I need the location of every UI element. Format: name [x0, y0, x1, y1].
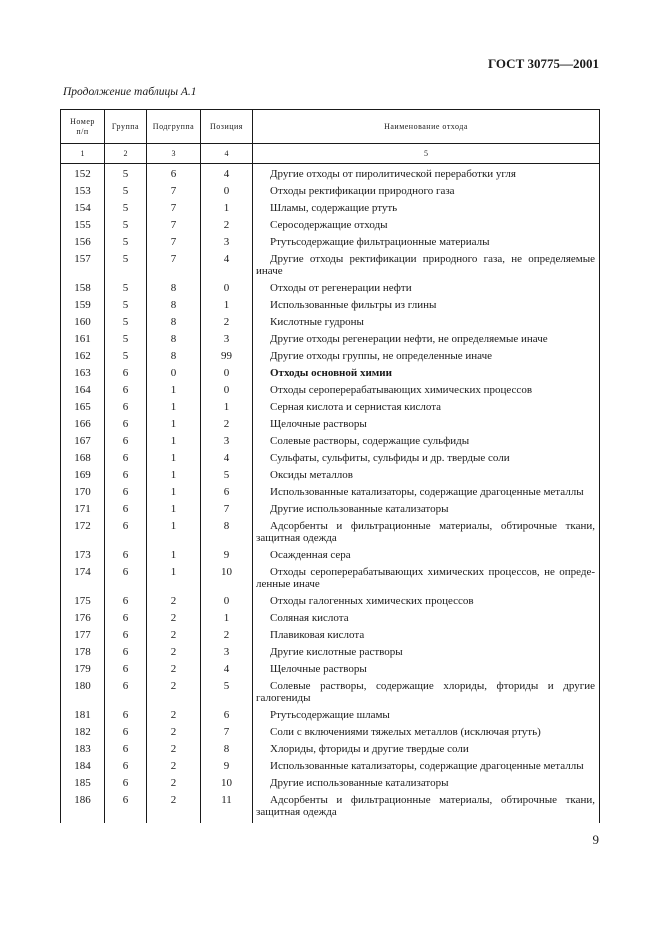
row-name: Ртутьсодержащие шламы: [253, 707, 600, 724]
row-group: 6: [105, 644, 147, 661]
table-row: [61, 627, 600, 644]
table-row: [61, 707, 600, 724]
row-position: 7: [201, 501, 253, 518]
row-name: Другие использованные катализаторы: [253, 501, 600, 518]
row-group: 6: [105, 564, 147, 593]
row-group: 6: [105, 399, 147, 416]
row-name: Использованные катализаторы, содержащие драгоценные металлы: [253, 758, 600, 775]
row-group: 5: [105, 331, 147, 348]
row-position: 1: [201, 200, 253, 217]
row-number: 179: [61, 661, 105, 678]
row-position: 8: [201, 741, 253, 758]
row-group: 6: [105, 775, 147, 792]
row-group: 5: [105, 200, 147, 217]
row-subgroup: 0: [147, 365, 201, 382]
row-position: 3: [201, 331, 253, 348]
row-name: Другие кислотные растворы: [253, 644, 600, 661]
row-number: 168: [61, 450, 105, 467]
row-position: 6: [201, 707, 253, 724]
table-row: [61, 399, 600, 416]
row-subgroup: 2: [147, 593, 201, 610]
row-number: 167: [61, 433, 105, 450]
row-number: 159: [61, 297, 105, 314]
row-number: 178: [61, 644, 105, 661]
row-group: 6: [105, 758, 147, 775]
row-subgroup: 1: [147, 416, 201, 433]
table-row: [61, 297, 600, 314]
row-group: 6: [105, 484, 147, 501]
row-number: 154: [61, 200, 105, 217]
row-position: 9: [201, 758, 253, 775]
table-header: [61, 110, 600, 164]
table-row: [61, 501, 600, 518]
row-subgroup: 2: [147, 724, 201, 741]
row-position: 6: [201, 484, 253, 501]
row-group: 5: [105, 314, 147, 331]
row-name: Отходы сероперерабатывающих химических процессов: [253, 382, 600, 399]
header-subgroup: Подгруппа: [147, 110, 201, 144]
page-number: 9: [592, 832, 599, 847]
row-group: 6: [105, 792, 147, 823]
table-row: [61, 164, 600, 184]
row-group: 6: [105, 501, 147, 518]
row-name: Другие отходы группы, не определенные иначе: [253, 348, 600, 365]
row-subgroup: 1: [147, 399, 201, 416]
table-body: [61, 164, 600, 824]
row-position: 2: [201, 314, 253, 331]
row-number: 162: [61, 348, 105, 365]
document-code: ГОСТ 30775—2001: [487, 56, 599, 71]
row-name: Плавиковая кислота: [253, 627, 600, 644]
table-row: [61, 467, 600, 484]
row-number: 181: [61, 707, 105, 724]
row-subgroup: 2: [147, 610, 201, 627]
row-number: 184: [61, 758, 105, 775]
row-number: 160: [61, 314, 105, 331]
row-name: Сульфаты, сульфиты, сульфиды и др. твердые соли: [253, 450, 600, 467]
column-number: 1: [61, 144, 105, 164]
table-row: [61, 741, 600, 758]
row-number: 166: [61, 416, 105, 433]
row-number: 156: [61, 234, 105, 251]
table-row: [61, 661, 600, 678]
row-name: Отходы сероперерабатывающих химических процессов, не опреде-ленные иначе: [253, 564, 600, 593]
row-position: 4: [201, 661, 253, 678]
row-subgroup: 1: [147, 467, 201, 484]
row-position: 0: [201, 280, 253, 297]
table-row: [61, 450, 600, 467]
row-name: Шламы, содержащие ртуть: [253, 200, 600, 217]
table-row: [61, 416, 600, 433]
row-name: Другие использованные катализаторы: [253, 775, 600, 792]
table-row: [61, 484, 600, 501]
row-position: 3: [201, 644, 253, 661]
row-number: 171: [61, 501, 105, 518]
row-name: Хлориды, фториды и другие твердые соли: [253, 741, 600, 758]
row-number: 182: [61, 724, 105, 741]
row-position: 5: [201, 467, 253, 484]
row-subgroup: 2: [147, 758, 201, 775]
row-number: 161: [61, 331, 105, 348]
row-position: 4: [201, 164, 253, 184]
column-number: 4: [201, 144, 253, 164]
row-name: Соляная кислота: [253, 610, 600, 627]
row-name: Щелочные растворы: [253, 416, 600, 433]
row-subgroup: 7: [147, 200, 201, 217]
header-row: [61, 110, 600, 144]
row-subgroup: 2: [147, 661, 201, 678]
table-row: [61, 251, 600, 280]
row-subgroup: 2: [147, 775, 201, 792]
row-number: 176: [61, 610, 105, 627]
row-group: 5: [105, 217, 147, 234]
column-number-row: [61, 144, 600, 164]
row-name: Солевые растворы, содержащие сульфиды: [253, 433, 600, 450]
row-subgroup: 7: [147, 217, 201, 234]
row-name: Серосодержащие отходы: [253, 217, 600, 234]
row-position: 2: [201, 416, 253, 433]
row-position: 5: [201, 678, 253, 707]
table-row: [61, 678, 600, 707]
row-group: 6: [105, 741, 147, 758]
row-position: 7: [201, 724, 253, 741]
row-subgroup: 8: [147, 348, 201, 365]
column-number: 5: [253, 144, 600, 164]
table-row: [61, 183, 600, 200]
row-name: Осажденная сера: [253, 547, 600, 564]
row-group: 6: [105, 707, 147, 724]
row-number: 180: [61, 678, 105, 707]
row-group: 6: [105, 678, 147, 707]
row-name: Кислотные гудроны: [253, 314, 600, 331]
row-position: 0: [201, 382, 253, 399]
row-number: 175: [61, 593, 105, 610]
table-row: [61, 433, 600, 450]
row-subgroup: 1: [147, 382, 201, 399]
table-row: [61, 280, 600, 297]
row-group: 5: [105, 251, 147, 280]
row-position: 1: [201, 399, 253, 416]
row-position: 3: [201, 433, 253, 450]
row-subgroup: 1: [147, 484, 201, 501]
column-number: 2: [105, 144, 147, 164]
row-group: 5: [105, 234, 147, 251]
row-number: 165: [61, 399, 105, 416]
row-position: 1: [201, 297, 253, 314]
row-subgroup: 6: [147, 164, 201, 184]
row-group: 6: [105, 518, 147, 547]
row-subgroup: 8: [147, 280, 201, 297]
row-position: 8: [201, 518, 253, 547]
row-subgroup: 1: [147, 450, 201, 467]
table-row: [61, 365, 600, 382]
row-group: 6: [105, 467, 147, 484]
row-number: 183: [61, 741, 105, 758]
row-name: Отходы ректификации природного газа: [253, 183, 600, 200]
table-row: [61, 200, 600, 217]
row-number: 174: [61, 564, 105, 593]
row-name: Щелочные растворы: [253, 661, 600, 678]
row-position: 0: [201, 593, 253, 610]
row-number: 170: [61, 484, 105, 501]
row-name: Ртутьсодержащие фильтрационные материалы: [253, 234, 600, 251]
table-row: [61, 331, 600, 348]
row-position: 2: [201, 217, 253, 234]
row-group: 5: [105, 280, 147, 297]
row-name: Соли с включениями тяжелых металлов (исключая ртуть): [253, 724, 600, 741]
row-name: Серная кислота и сернистая кислота: [253, 399, 600, 416]
row-name: Использованные катализаторы, содержащие драгоценные металлы: [253, 484, 600, 501]
row-name: Адсорбенты и фильтрационные материалы, обтирочные ткани, защитная одежда: [253, 792, 600, 823]
row-position: 3: [201, 234, 253, 251]
row-subgroup: 8: [147, 297, 201, 314]
row-group: 6: [105, 724, 147, 741]
row-number: 163: [61, 365, 105, 382]
row-name: Отходы основной химии: [253, 365, 600, 382]
table-row: [61, 775, 600, 792]
row-group: 6: [105, 610, 147, 627]
row-number: 164: [61, 382, 105, 399]
row-position: 4: [201, 251, 253, 280]
row-name: Другие отходы от пиролитической переработки угля: [253, 164, 600, 184]
row-name: Другие отходы ректификации природного газа, не определяемые иначе: [253, 251, 600, 280]
row-number: 169: [61, 467, 105, 484]
table-row: [61, 314, 600, 331]
table-row: [61, 382, 600, 399]
table-row: [61, 792, 600, 823]
row-subgroup: 1: [147, 564, 201, 593]
table-row: [61, 644, 600, 661]
row-subgroup: 1: [147, 518, 201, 547]
row-group: 6: [105, 365, 147, 382]
row-subgroup: 7: [147, 183, 201, 200]
table-row: [61, 217, 600, 234]
row-number: 155: [61, 217, 105, 234]
header-group: Группа: [105, 110, 147, 144]
row-position: 9: [201, 547, 253, 564]
header-position: Позиция: [201, 110, 253, 144]
column-number: 3: [147, 144, 201, 164]
row-group: 6: [105, 593, 147, 610]
row-subgroup: 1: [147, 547, 201, 564]
row-name: Отходы галогенных химических процессов: [253, 593, 600, 610]
header-number: Номер п/п: [61, 110, 105, 144]
row-subgroup: 2: [147, 644, 201, 661]
row-name: Другие отходы регенерации нефти, не определяемые иначе: [253, 331, 600, 348]
row-group: 6: [105, 547, 147, 564]
header-name: Наименование отхода: [253, 110, 600, 144]
row-number: 158: [61, 280, 105, 297]
row-group: 5: [105, 348, 147, 365]
table-row: [61, 593, 600, 610]
row-name: Использованные фильтры из глины: [253, 297, 600, 314]
row-group: 6: [105, 416, 147, 433]
row-subgroup: 2: [147, 627, 201, 644]
row-subgroup: 7: [147, 234, 201, 251]
row-subgroup: 7: [147, 251, 201, 280]
row-subgroup: 2: [147, 678, 201, 707]
row-subgroup: 2: [147, 792, 201, 823]
row-subgroup: 8: [147, 331, 201, 348]
row-number: 172: [61, 518, 105, 547]
table-row: [61, 610, 600, 627]
row-position: 2: [201, 627, 253, 644]
row-group: 6: [105, 450, 147, 467]
table-row: [61, 234, 600, 251]
row-name: Оксиды металлов: [253, 467, 600, 484]
row-number: 157: [61, 251, 105, 280]
table-row: [61, 547, 600, 564]
row-number: 173: [61, 547, 105, 564]
row-subgroup: 2: [147, 741, 201, 758]
row-position: 99: [201, 348, 253, 365]
row-position: 1: [201, 610, 253, 627]
row-subgroup: 8: [147, 314, 201, 331]
row-name: Солевые растворы, содержащие хлориды, фториды и другие галогениды: [253, 678, 600, 707]
row-number: 185: [61, 775, 105, 792]
row-group: 6: [105, 433, 147, 450]
row-subgroup: 2: [147, 707, 201, 724]
row-number: 153: [61, 183, 105, 200]
table-caption: Продолжение таблицы А.1: [63, 86, 197, 98]
row-position: 0: [201, 183, 253, 200]
row-name: Отходы от регенерации нефти: [253, 280, 600, 297]
row-subgroup: 1: [147, 501, 201, 518]
row-number: 186: [61, 792, 105, 823]
table-row: [61, 758, 600, 775]
row-group: 5: [105, 164, 147, 184]
table-row: [61, 348, 600, 365]
row-group: 5: [105, 183, 147, 200]
table-row: [61, 518, 600, 547]
row-subgroup: 1: [147, 433, 201, 450]
row-number: 152: [61, 164, 105, 184]
row-position: 10: [201, 564, 253, 593]
row-number: 177: [61, 627, 105, 644]
row-group: 6: [105, 627, 147, 644]
row-position: 4: [201, 450, 253, 467]
row-position: 0: [201, 365, 253, 382]
row-name: Адсорбенты и фильтрационные материалы, обтирочные ткани, защитная одежда: [253, 518, 600, 547]
row-group: 5: [105, 297, 147, 314]
table-row: [61, 564, 600, 593]
row-position: 11: [201, 792, 253, 823]
row-group: 6: [105, 661, 147, 678]
row-position: 10: [201, 775, 253, 792]
table-row: [61, 724, 600, 741]
waste-table: [60, 109, 600, 823]
row-group: 6: [105, 382, 147, 399]
